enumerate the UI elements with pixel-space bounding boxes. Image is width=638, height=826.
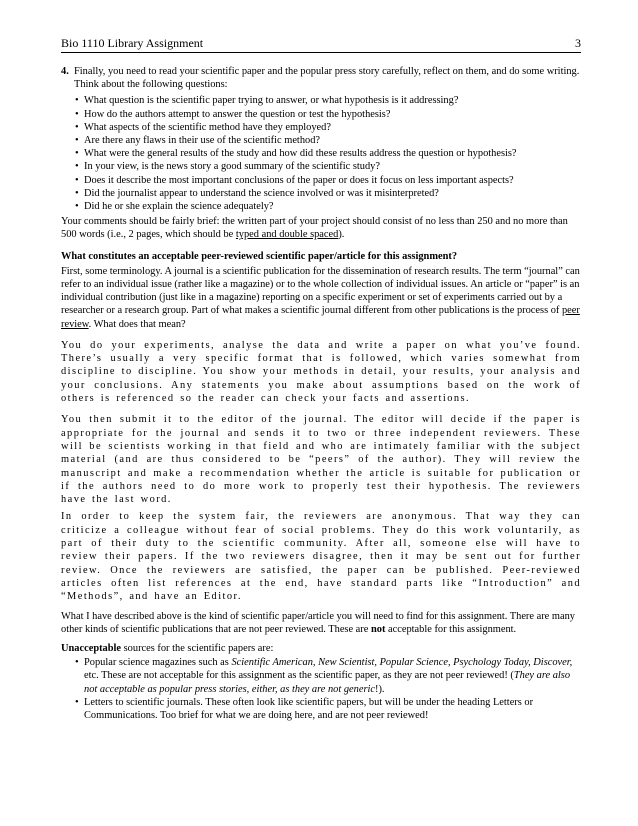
typed-double-spaced: typed and double spaced (235, 229, 339, 241)
header-title: Bio 1110 Library Assignment (61, 36, 204, 50)
page-number: 3 (575, 36, 581, 50)
section-heading: What constitutes an acceptable peer-reviewed scientific paper/article for this assignment? (61, 250, 458, 262)
document-page (61, 36, 581, 722)
experiments-paragraph: You do your experiments, analyse the data and write a paper on what you’ve found. There’s usually a very specific format that is followed, which varies somewhat from discipline to discipline. You show your methods in detail, your results, your analysis and your conclusions. Any statements you make about assumptions based on the work of others is referenced so the reader can check your facts and assertions. (61, 339, 581, 405)
list-item: • What were the general results of the study and how did these results address the question or hypothesis? (74, 147, 581, 160)
question-number: 4. (61, 66, 69, 77)
list-item: • Did the journalist appear to understand the science involved or was it misinterpreted? (74, 187, 581, 200)
question-list (74, 94, 581, 213)
page-header (61, 36, 581, 53)
question-4 (61, 65, 581, 213)
word-count-paragraph: Your comments should be fairly brief: the written part of your project should consist of no less than 250 and no more than 500 words (i.e., 2 pages, which should be typed and double spaced). (61, 216, 568, 241)
unacceptable-list (75, 656, 581, 722)
question-4-intro: Finally, you need to read your scientific paper and the popular press story carefully, reflect on them, and do some writing. Think about the following questions: (74, 66, 580, 91)
italic-note: They are also not acceptable as popular press stories, either, as they are not generic (84, 670, 571, 695)
fairness-paragraph: In order to keep the system fair, the reviewers are anonymous. That way they can criticize a colleague without fear of social problems. They do this work voluntarily, as part of their duty to the scientific community. After all, someone else will have to review their papers. If the two reviewers disagree, then it may be sent out for further review. Once the reviewers are satisfied, the paper can be published. Peer-reviewed articles often list references at the end, have standard parts like “Introduction” and “Methods”, and have an Editor. (61, 511, 581, 603)
list-item: • Did he or she explain the science adequately? (74, 200, 581, 213)
unacceptable-intro: Unacceptable sources for the scientific papers are: (61, 642, 274, 654)
list-item: • What question is the scientific paper trying to answer, or what hypothesis is it addressing? (74, 94, 581, 107)
list-item: • What aspects of the scientific method have they employed? (74, 121, 581, 134)
terminology-paragraph: First, some terminology. A journal is a scientific publication for the dissemination of research results. The term “journal” can refer to an individual issue (rather like a magazine) or to the whole collection of individual issues. An article or “paper” is an individual contribution (just like in a magazine) reporting on a specific experiment or set of experiments carried out by a researcher or a research group. Part of what makes a scientific journal different from other publications is the process of peer review. What does that mean? (61, 265, 580, 330)
list-item: • Are there any flaws in their use of the scientific method? (74, 134, 581, 147)
magazine-titles: Scientific American, New Scientist, Popular Science, Psychology Today, Discover, (231, 657, 573, 669)
unacceptable-label: Unacceptable (61, 642, 122, 654)
not-emphasis: not (370, 623, 386, 635)
summary-paragraph: What I have described above is the kind of scientific paper/article you will need to find for this assignment. There are many other kinds of scientific publications that are not peer reviewed. These are not acceptable for this assignment. (61, 610, 575, 635)
list-item: • Letters to scientific journals. These often look like scientific papers, but will be under the heading Letters or Communications. Too brief for what we are doing here, and are not peer reviewed! (75, 696, 581, 722)
list-item: • Does it describe the most important conclusions of the paper or does it focus on less important aspects? (74, 174, 581, 187)
list-item: • How do the authors attempt to answer the question or test the hypothesis? (74, 108, 581, 121)
list-item: • Popular science magazines such as Scientific American, New Scientist, Popular Science, Psychology Today, Discover, etc. These are not acceptable for this assignment as the scientific paper, as they are not peer reviewed! (They are also not acceptable as popular press stories, either, as they are not generic!). (75, 656, 581, 696)
peer-review-term: peer review (61, 305, 580, 330)
list-item: • In your view, is the news story a good summary of the scientific study? (74, 160, 581, 173)
editor-paragraph: You then submit it to the editor of the journal. The editor will decide if the paper is appropriate for the journal and sends it to two or three independent reviewers. These will be scientists working in that field and who are intimately familiar with the subject material (and are thus considered to be “peers” of the author). They will review the manuscript and make a recommendation whether the article is suitable for publication or if the authors need to do more work to properly test their hypothesis. The reviewers have the last word. (61, 414, 581, 506)
